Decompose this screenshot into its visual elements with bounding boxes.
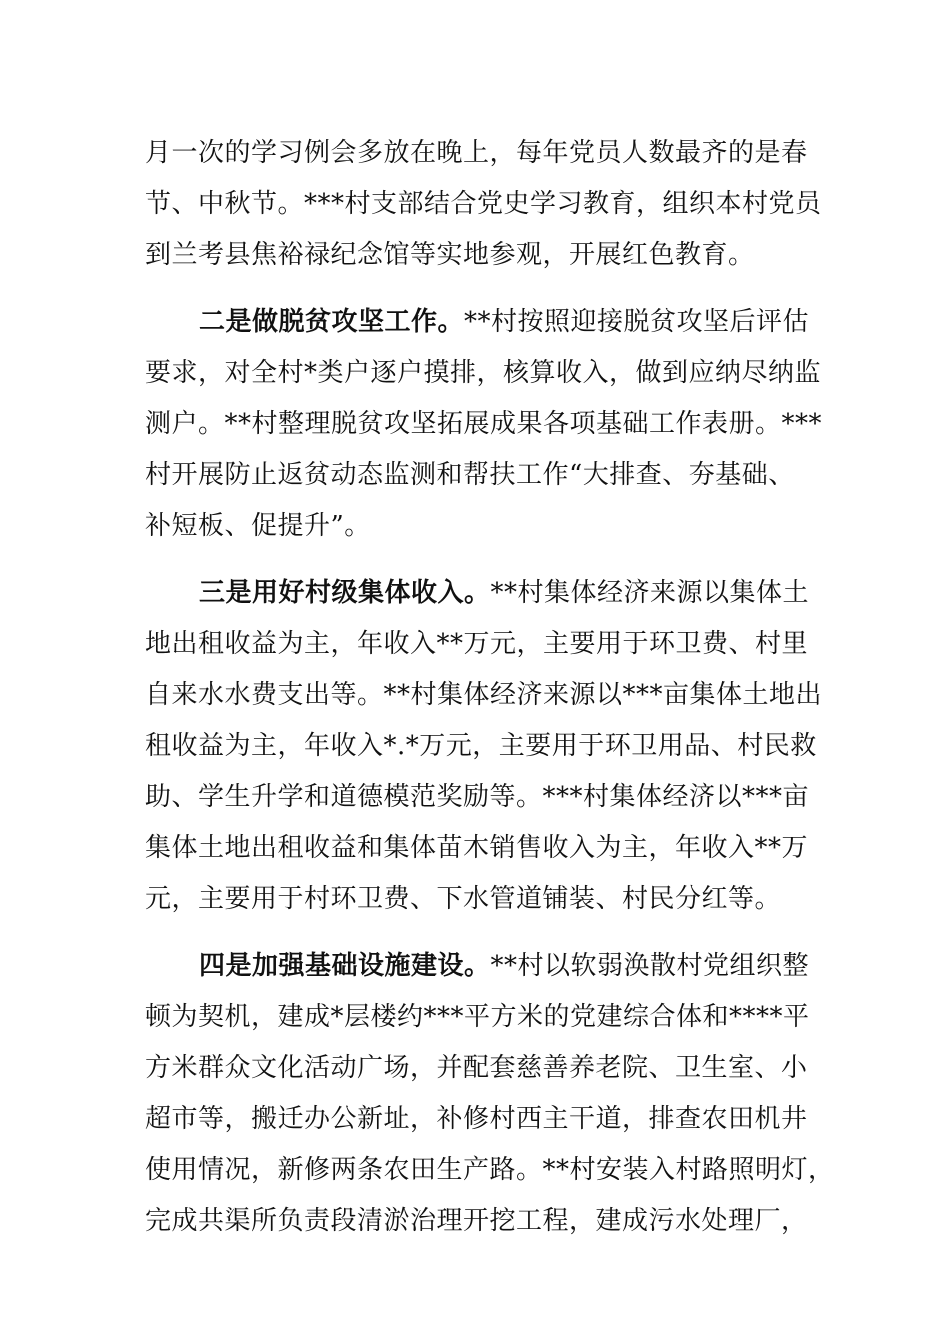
text-line: 完成共渠所负责段清淤治理开挖工程，建成污水处理厂，: [145, 1206, 808, 1236]
text-run: **村按照迎接脱贫攻坚后评估: [464, 307, 810, 337]
document-body: [145, 128, 835, 1247]
paragraph-gap: [145, 281, 817, 297]
text-line: 节、中秋节。***村支部结合党史学习教育，组织本村党员: [145, 189, 822, 219]
text-line: 自来水水费支出等。**村集体经济来源以***亩集体土地出: [145, 680, 823, 710]
text-line: [145, 568, 817, 619]
paragraph-heading: 三是用好村级集体收入。: [199, 578, 491, 608]
text-line: 地出租收益为主，年收入**万元，主要用于环卫费、村里: [145, 629, 809, 659]
paragraph-collective-income: [145, 568, 823, 925]
text-line: 补短板、促提升”。: [145, 511, 371, 541]
text-line: 集体土地出租收益和集体苗木销售收入为主，年收入**万: [145, 833, 809, 863]
text-line: [145, 941, 817, 992]
paragraph-poverty-alleviation: [145, 297, 823, 552]
text-line: 超市等，搬迁办公新址，补修村西主干道，排查农田机井: [145, 1104, 808, 1134]
text-line: 元，主要用于村环卫费、下水管道铺装、村民分红等。: [145, 884, 782, 914]
text-line: 使用情况，新修两条农田生产路。**村安装入村路照明灯，: [145, 1155, 835, 1185]
paragraph-infrastructure: [145, 941, 835, 1247]
text-line: 方米群众文化活动广场，并配套慈善养老院、卫生室、小: [145, 1053, 808, 1083]
paragraph-gap: [145, 552, 817, 568]
text-line: 月一次的学习例会多放在晚上，每年党员人数最齐的是春: [145, 138, 808, 168]
text-run: **村集体经济来源以集体土: [490, 578, 810, 608]
paragraph-gap: [145, 925, 817, 941]
text-line: 租收益为主，年收入*.*万元，主要用于环卫用品、村民救: [145, 731, 817, 761]
paragraph-study-sessions: [145, 128, 822, 281]
paragraph-heading: 二是做脱贫攻坚工作。: [199, 307, 465, 337]
text-line: [145, 297, 817, 348]
text-line: 要求，对全村*类户逐户摸排，核算收入，做到应纳尽纳监: [145, 358, 822, 388]
text-line: 顿为契机，建成*层楼约***平方米的党建综合体和****平: [145, 1002, 810, 1032]
paragraph-heading: 四是加强基础设施建设。: [199, 951, 491, 981]
text-run: **村以软弱涣散村党组织整: [490, 951, 810, 981]
text-line: 村开展防止返贫动态监测和帮扶工作“大排查、夯基础、: [145, 460, 795, 490]
text-line: 助、学生升学和道德模范奖励等。***村集体经济以***亩: [145, 782, 810, 812]
text-line: 测户。**村整理脱贫攻坚拓展成果各项基础工作表册。***: [145, 409, 823, 439]
text-line: 到兰考县焦裕禄纪念馆等实地参观，开展红色教育。: [145, 240, 755, 270]
